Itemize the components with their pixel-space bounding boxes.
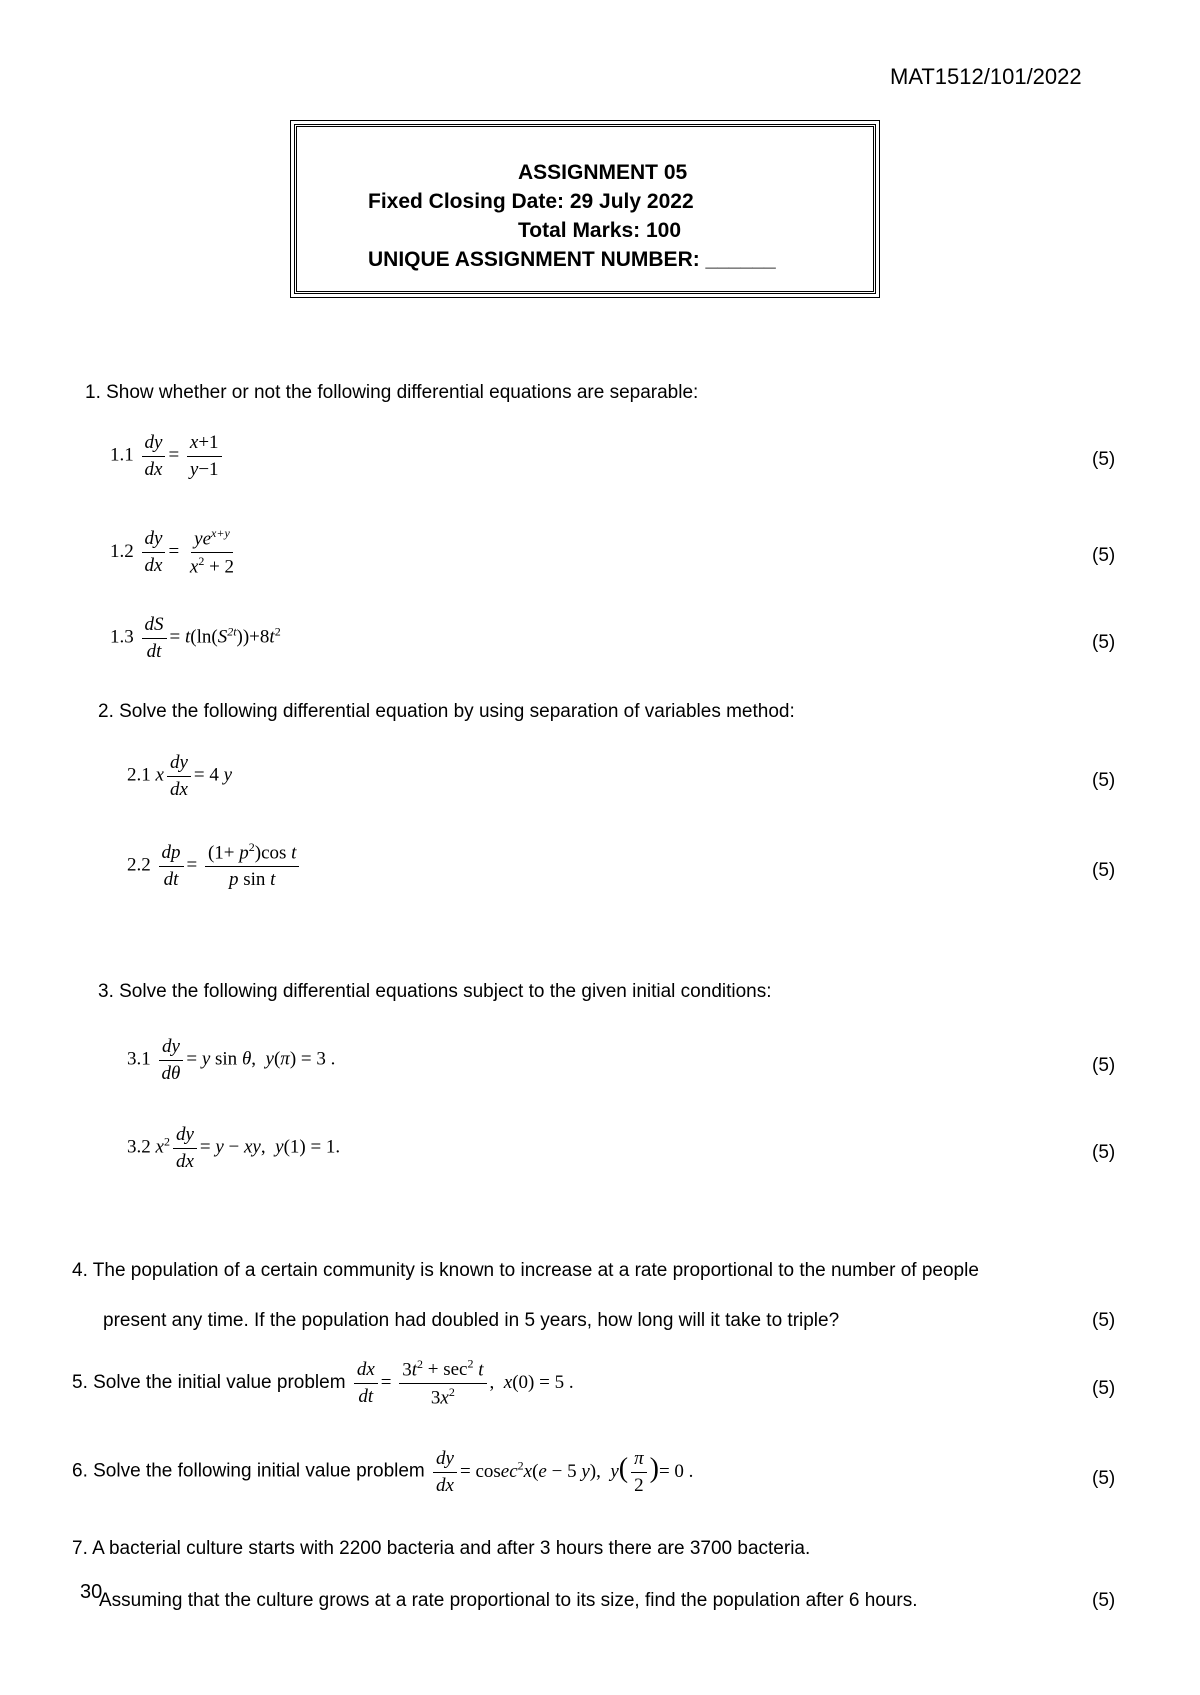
q5: 5. Solve the initial value problem $\frac{dx}{dt}$ = $\frac{3t^2 + \sec^2 t}{3x^2}$ , x(0) = 5 . bbox=[72, 1357, 574, 1409]
eq-3-1: 3.1 $\frac{dy}{d\theta}$ = y sin θ, y(π) = 3 . bbox=[127, 1036, 336, 1084]
item-number: 3.1 bbox=[127, 1048, 151, 1070]
marks: (5) bbox=[1092, 1142, 1116, 1163]
q5-text: 5. Solve the initial value problem bbox=[72, 1372, 346, 1394]
marks: (5) bbox=[1092, 632, 1116, 653]
marks: (5) bbox=[1092, 449, 1116, 470]
marks: (5) bbox=[1092, 545, 1116, 566]
q6-text: 6. Solve the following initial value problem bbox=[72, 1460, 425, 1482]
page-number: 30 bbox=[80, 1581, 103, 1603]
q4-line2: present any time. If the population had doubled in 5 years, how long will it take to triple? bbox=[103, 1310, 840, 1331]
q7-line1: 7. A bacterial culture starts with 2200 bacteria and after 3 hours there are 3700 bacteria. bbox=[72, 1538, 811, 1559]
q7-line2: Assuming that the culture grows at a rate proportional to its size, find the population after 6 hours. bbox=[99, 1590, 918, 1611]
closing-date: Fixed Closing Date: 29 July 2022 bbox=[368, 190, 694, 213]
item-number: 3.2 bbox=[127, 1136, 151, 1158]
eq-2-2: 2.2 $\frac{dp}{dt}$ = $\frac{(1+ p^2)\cos t}{\text{p sin t}}$ bbox=[127, 841, 302, 891]
item-number: 2.1 bbox=[127, 764, 151, 786]
marks: (5) bbox=[1092, 1590, 1116, 1611]
course-code: MAT1512/101/2022 bbox=[890, 64, 1082, 89]
item-number: 1.2 bbox=[110, 541, 134, 563]
item-number: 1.1 bbox=[110, 444, 134, 466]
item-number: 1.3 bbox=[110, 626, 134, 648]
marks: (5) bbox=[1092, 1055, 1116, 1076]
q1-prompt: 1. Show whether or not the following differential equations are separable: bbox=[85, 382, 699, 403]
eq-1-2: 1.2 $\frac{dy}{dx}$ = $\frac{ye^{x+y}}{x^2 + 2}$ bbox=[110, 526, 235, 578]
total-marks: Total Marks: 100 bbox=[518, 219, 682, 242]
q3-prompt: 3. Solve the following differential equations subject to the given initial conditions: bbox=[98, 981, 772, 1002]
assignment-title: ASSIGNMENT 05 bbox=[518, 161, 688, 184]
q2-prompt: 2. Solve the following differential equation by using separation of variables method: bbox=[98, 701, 795, 722]
eq-2-1: 2.1 x $\frac{dy}{dx}$ = 4 y bbox=[127, 752, 233, 800]
unique-assignment-number: UNIQUE ASSIGNMENT NUMBER: ______ bbox=[368, 248, 776, 271]
q4-line1: 4. The population of a certain community is known to increase at a rate proportional to the number of people bbox=[72, 1260, 979, 1281]
eq-3-2: 3.2 $x^2$ $\frac{dy}{dx}$ = y − xy, y(1) = 1. bbox=[127, 1124, 341, 1172]
eq-1-1: 1.1 $\frac{dy}{dx}$ = $\frac{x+1}{y-1}$ bbox=[110, 432, 225, 481]
item-number: 2.2 bbox=[127, 854, 151, 876]
marks: (5) bbox=[1092, 770, 1116, 791]
marks: (5) bbox=[1092, 1378, 1116, 1399]
marks: (5) bbox=[1092, 860, 1116, 881]
q6: 6. Solve the following initial value problem $\frac{dy}{dx}$ = cosec$^2$x(e − 5 y), y( $\frac{\pi}{2}$ )= 0 . bbox=[72, 1448, 694, 1496]
marks: (5) bbox=[1092, 1310, 1116, 1331]
eq-1-3: 1.3 $\frac{dS}{dt}$ = $t(\ln(S^{2t}))+8t^2$ bbox=[110, 614, 281, 662]
marks: (5) bbox=[1092, 1468, 1116, 1489]
